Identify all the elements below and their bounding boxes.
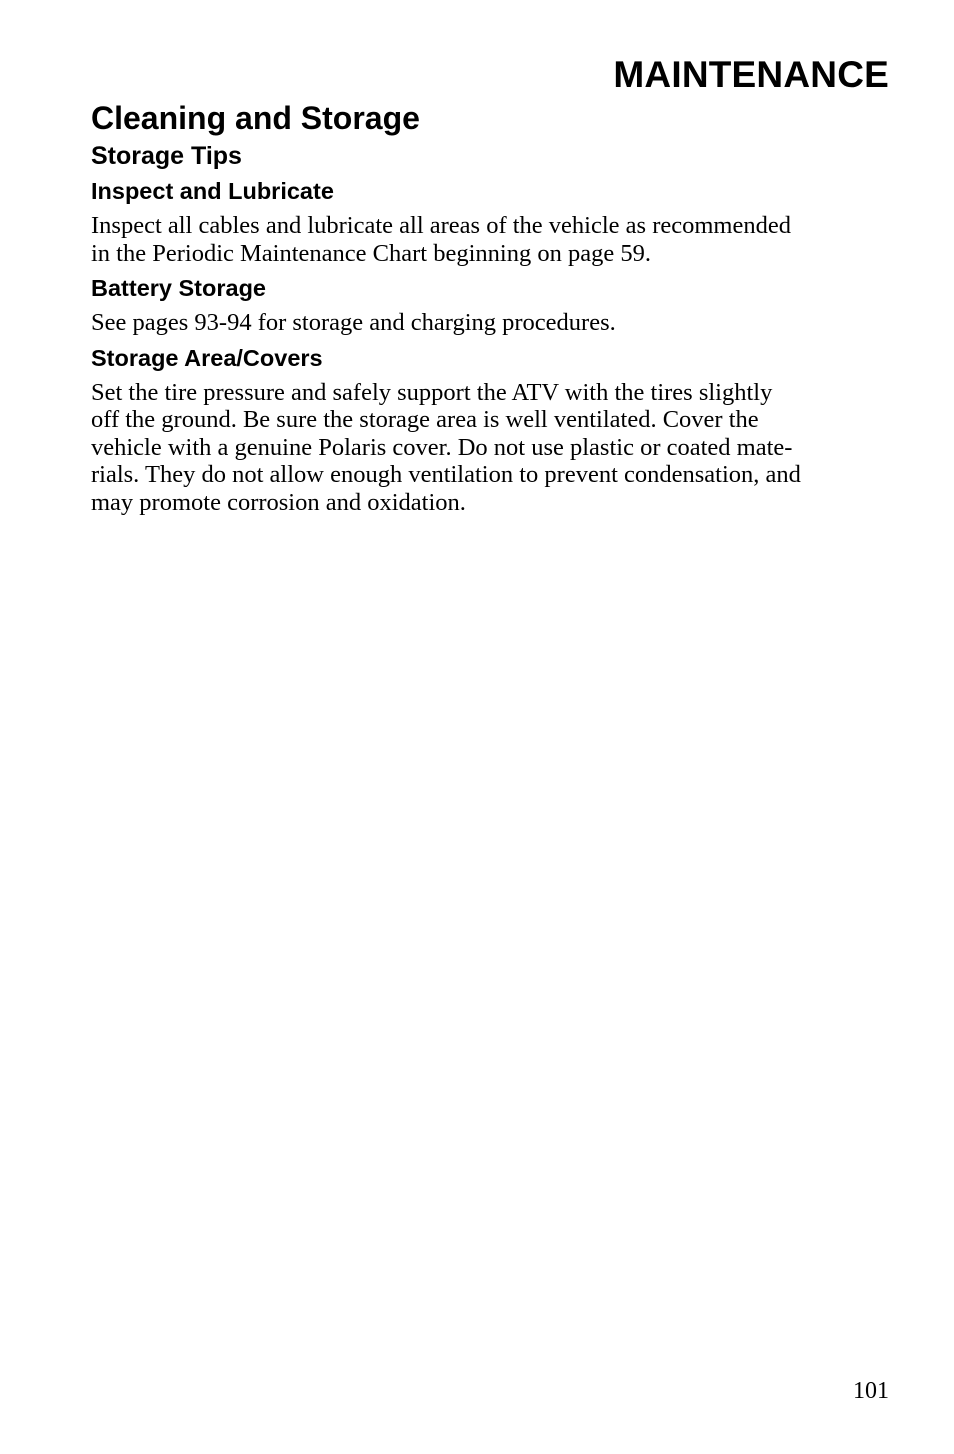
topic-heading: Storage Area/Covers	[91, 344, 323, 371]
subsection-title: Storage Tips	[91, 142, 242, 170]
topic-body-text: Set the tire pressure and safely support the ATV with the tires slightly off the ground. Be sure the storage area is well ventilated. Cover the vehicle with a genuine Polaris cover. Do not use plastic or coated mate- rials. They do not allow enough ventilation to prevent condensation, and may promote corrosion and oxidation.	[91, 378, 801, 516]
section-title: Cleaning and Storage	[91, 100, 420, 136]
topic-heading: Battery Storage	[91, 275, 266, 301]
topic-battery-storage	[91, 273, 889, 337]
topic-inspect-and-lubricate	[91, 176, 889, 267]
topic-storage-area-covers	[91, 343, 889, 517]
page-content	[91, 98, 889, 522]
topic-body-text: Inspect all cables and lubricate all areas of the vehicle as recommended in the Periodic Maintenance Chart beginning on page 59.	[91, 212, 791, 267]
topic-body-text: See pages 93-94 for storage and charging procedures.	[91, 309, 616, 336]
chapter-title: MAINTENANCE	[613, 54, 889, 95]
page-number: 101	[853, 1378, 889, 1404]
topic-heading: Inspect and Lubricate	[91, 178, 334, 204]
manual-page	[91, 0, 889, 1454]
